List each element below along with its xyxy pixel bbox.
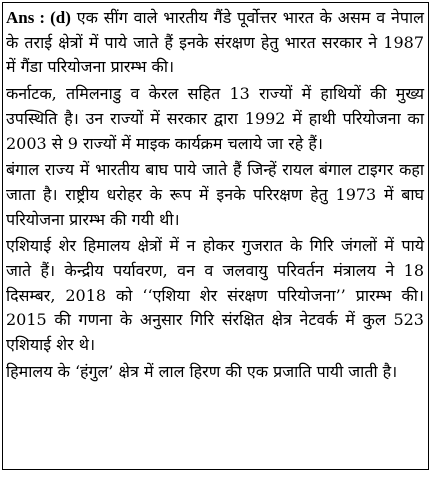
paragraph-text-rhino: एक सींग वाले भारतीय गैंडे पूर्वोत्तर भारत के असम व नेपाल के तराई क्षेत्रों में पाये जाते हैं इनके संरक्षण हेतु भारत सरकार ने 1987 में गैंडा परियोजना प्रारम्भ की।: [6, 8, 424, 77]
answer-paragraph-5: हिमालय के ‘हंगुल’ क्षेत्र में लाल हिरण की एक प्रजाति पायी जाती है।: [6, 361, 398, 381]
answer-box: [2, 2, 429, 470]
answer-paragraph-2: कर्नाटक, तमिलनाडु व केरल सहित 13 राज्यों में हाथियों की मुख्य उपस्थिति है। उन राज्यों में सरकार द्वारा 1992 में हाथी परियोजना का 2003 से 9 राज्यों में माइक कार्यक्रम चलाये जा रहे हैं।: [6, 84, 424, 153]
answer-paragraph-4: एशियाई शेर हिमालय क्षेत्रों में न होकर गुजरात के गिरि जंगलों में पाये जाते हैं। केन्द्रीय पर्यावरण, वन व जलवायु परिवर्तन मंत्रालय ने 18 दिसम्बर, 2018 को ‘‘एशिया शेर संरक्षण परियोजना’’ प्रारम्भ की। 2015 की गणना के अनुसार गिरि संरक्षित क्षेत्र नेटवर्क में कुल 523 एशियाई शेर थे।: [6, 236, 424, 355]
answer-paragraph-1: [6, 6, 424, 80]
answer-paragraph-3: बंगाल राज्य में भारतीय बाघ पाये जाते हैं जिन्हें रायल बंगाल टाइगर कहा जाता है। राष्ट्रीय धरोहर के रूप में इनके परिरक्षण हेतु 1973 में बाघ परियोजना प्रारम्भ की गयी थी।: [6, 160, 424, 229]
answer-label: Ans : (d): [6, 8, 71, 27]
